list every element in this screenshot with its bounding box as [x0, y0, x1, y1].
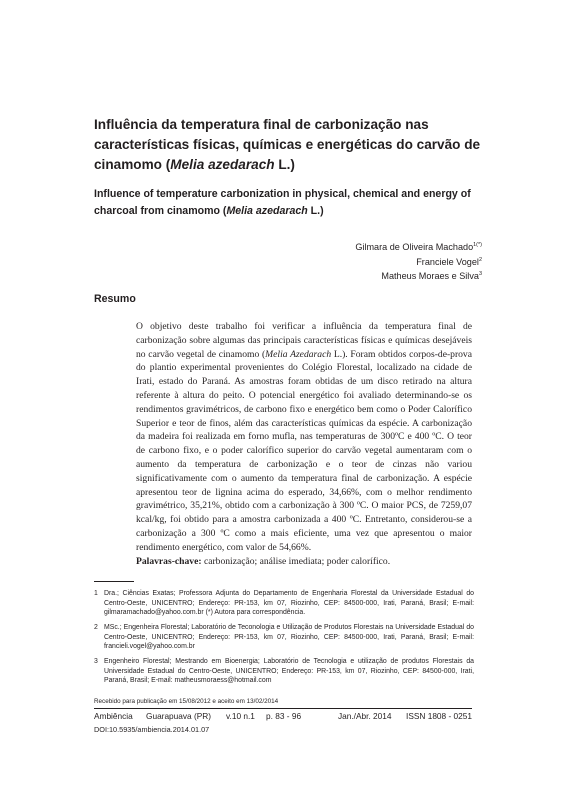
footnote-divider: [94, 581, 134, 582]
footnote-2-number: 2: [94, 624, 98, 631]
abstract-species: Melia Azedarach: [265, 348, 332, 360]
author-list: [355, 240, 482, 284]
footnote-3-text: Engenheiro Florestal; Mestrando em Bioenergia; Laboratório de Tecnologia e utilização de produtos Florestais da Universidade Estadual do Centro-Oeste, UNICENTRO; Endereço: PR-153, km 07, Riozinho, CEP: 84500-000, Irati, Paraná, Brasil; E-mail: matheusmoraess@hotmail.com: [104, 658, 474, 685]
doi: DOI:10.5935/ambiencia.2014.01.07: [94, 725, 210, 734]
article-title-pt: [94, 115, 486, 175]
journal-pages: p. 83 - 96: [266, 711, 302, 721]
footnote-2: [94, 623, 474, 652]
title-pt-end: L.): [274, 157, 295, 172]
received-date: Recebido para publicação em 15/08/2012 e aceito em 13/02/2014: [94, 698, 279, 705]
abstract-part-1: O objetivo deste trabalho foi verificar a influência da temperatura final de carbonização sobre algumas das principais características físicas e químicas desejáveis no carvão vegetal de cinamomo (: [136, 321, 472, 360]
footnote-1: [94, 589, 474, 618]
footnote-3-number: 3: [94, 658, 98, 665]
journal-name: Ambiência: [94, 711, 133, 721]
author-1-mark: 1(*): [473, 241, 482, 248]
title-pt-text: Influência da temperatura final de carbonização nas características físicas, químicas e energéticas do carvão de cinamomo (: [94, 117, 481, 172]
title-en-end: L.): [307, 205, 324, 217]
journal-volume: v.10 n.1: [226, 711, 255, 721]
article-title-en: [94, 186, 494, 220]
keywords-label: Palavras-chave:: [136, 556, 202, 567]
footer-divider: [94, 708, 472, 709]
footnote-1-number: 1: [94, 590, 98, 597]
author-1: [355, 240, 482, 255]
footnote-1-text: Dra.; Ciências Exatas; Professora Adjunta do Departamento de Engenharia Florestal da Universidade Estadual do Centro-Oeste, UNICENTRO; Endereço: PR-153, km 07, Riozinho, CEP: 84500-000, Irati, Paraná, Brasil; E-mail: gilmaramachado@yahoo.com.br (*) Autora para correspondência.: [104, 590, 474, 617]
journal-issn: ISSN 1808 - 0251: [406, 711, 472, 721]
keywords: [136, 556, 476, 567]
footnote-2-text: MSc.; Engenheira Florestal; Laboratório de Teconologia e Utilização de Produtos Florestais na Universidade Estadual do Centro-Oeste, UNICENTRO; Endereço: PR-153, km 07, Riozinho, CEP: 84500-000, Irati, Paraná, Brasil; E-mail: francieli.vogel@yahoo.com.br: [104, 624, 474, 651]
author-2-name: Franciele Vogel: [416, 256, 479, 267]
title-en-text: Influence of temperature carbonization in physical, chemical and energy of charcoal from cinamomo (: [94, 188, 471, 217]
author-3-mark: 3: [478, 270, 482, 277]
title-pt-species: Melia azedarach: [170, 157, 275, 172]
title-en-species: Melia azedarach: [226, 205, 308, 217]
abstract-part-2: L.). Foram obtidos corpos-de-prova do plantio experimental provenientes do Colégio Florestal, localizado na cidade de Irati, estado do Paraná. As amostras foram obtidas de um disco retirado na altura referente à altura do peito. O potencial energético foi avaliado determinando-se os rendimentos gravimétricos, de carbono fixo e energético bem como o Poder Calorífico Superior e teor de finos, além das características químicas da espécie. A carbonização da madeira foi realizada em forno mufla, nas temperaturas de 300ºC e 400 ºC. O teor de carbono fixo, e o poder calorífico superior do carvão vegetal aumentaram com o aumento da temperatura de carbonização e o teor de cinzas não variou significativamente com o aumento da temperatura final de carbonização. A espécie apresentou teor de lignina acima do esperado, 34,66%, com o melhor rendimento gravimétrico, 35,21%, obtido com a carbonização à 300 ºC. O maior PCS, de 7259,07 kcal/kg, foi obtido para a amostra carbonizada a 400 ºC. Entretanto, considerou-se a carbonização a 300 ºC como a mais eficiente, uma vez que apresentou o maior rendimento energético, com valor de 54,66%.: [136, 348, 472, 553]
abstract-heading: Resumo: [94, 293, 136, 305]
abstract-text: [136, 320, 472, 555]
author-1-name: Gilmara de Oliveira Machado: [355, 242, 474, 252]
journal-city: Guarapuava (PR): [146, 711, 212, 721]
author-3: [355, 269, 482, 284]
keywords-text: carbonização; análise imediata; poder calorífico.: [201, 556, 391, 567]
journal-date: Jan./Abr. 2014: [338, 711, 392, 721]
author-3-name: Matheus Moraes e Silva: [381, 271, 479, 281]
author-2: [355, 255, 482, 270]
author-2-mark: 2: [478, 256, 482, 263]
footnote-3: [94, 657, 474, 686]
